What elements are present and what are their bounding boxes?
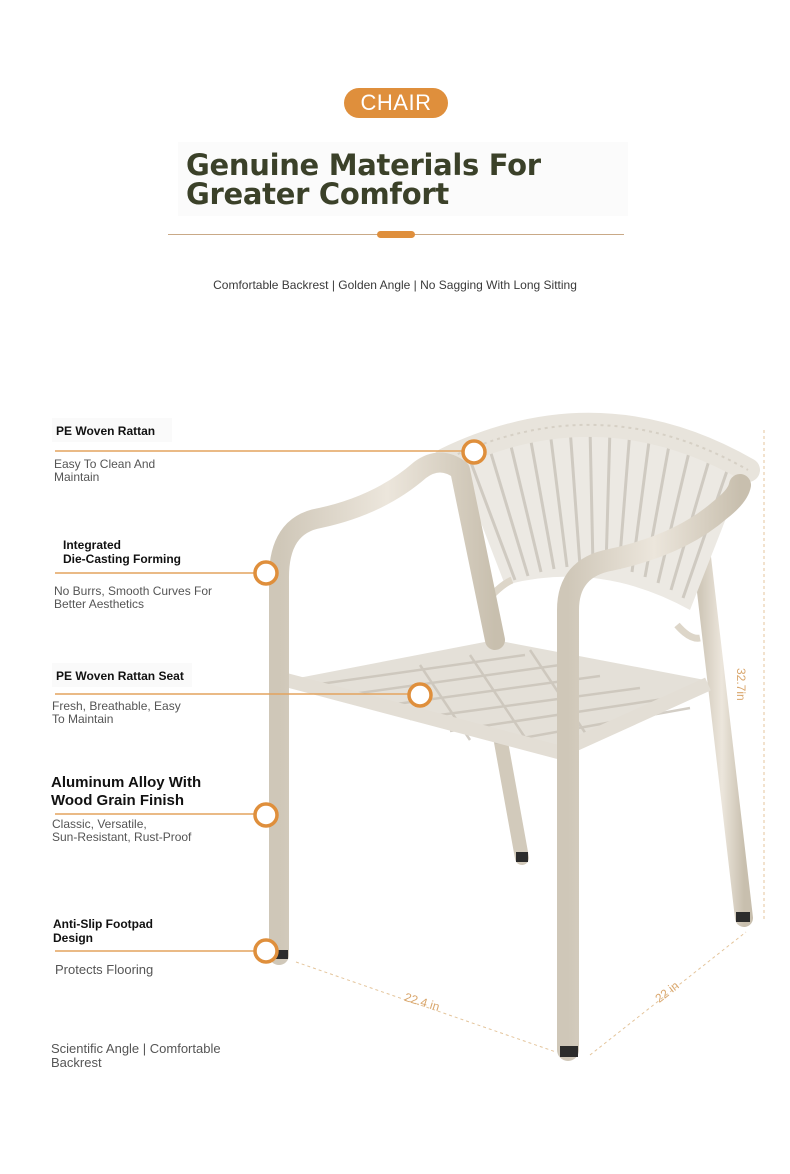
headline-line-1: Genuine Materials For [186, 148, 541, 182]
feature-2-label: Integrated Die-Casting Forming [63, 538, 182, 566]
feature-3-label: PE Woven Rattan Seat [56, 669, 184, 683]
height-dimension: 32.7in [734, 668, 748, 701]
feature-5-label: Anti-Slip Footpad Design [53, 917, 153, 945]
feature-3-desc: Fresh, Breathable, Easy To Maintain [52, 699, 181, 726]
feature-1-label: PE Woven Rattan [56, 424, 156, 438]
category-badge: CHAIR [344, 88, 448, 118]
bottom-note: Scientific Angle | Comfortable Backrest [51, 1041, 221, 1070]
headline-line-2: Greater Comfort [186, 177, 449, 211]
width-dimension: 22.4 in [402, 990, 442, 1014]
seat-weave [286, 640, 708, 758]
feature-4-desc: Classic, Versatile, Sun-Resistant, Rust-Proof [52, 817, 192, 844]
depth-dimension: 22 in [652, 978, 682, 1006]
feature-5-desc: Protects Flooring [55, 962, 154, 977]
feature-1-desc: Easy To Clean And Maintain [54, 457, 156, 484]
feature-2-desc: No Burrs, Smooth Curves For Better Aesthetics [54, 584, 213, 611]
feature-4-label: Aluminum Alloy With Wood Grain Finish [51, 774, 202, 809]
subtitle: Comfortable Backrest | Golden Angle | No Sagging With Long Sitting [213, 278, 577, 292]
